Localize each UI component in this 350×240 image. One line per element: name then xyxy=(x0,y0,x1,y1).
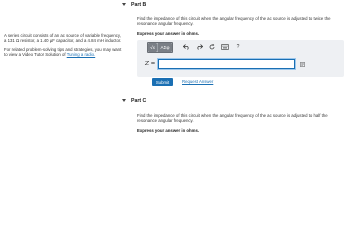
related-note xyxy=(4,47,124,57)
part-b-title: Part B xyxy=(131,1,147,8)
help-label: ? xyxy=(236,44,240,50)
submit-button[interactable] xyxy=(152,78,173,86)
undo-icon[interactable] xyxy=(181,43,191,52)
greek-label: ΑΣφ xyxy=(160,44,170,50)
problem-description xyxy=(4,33,124,61)
part-c-prompt: Find the impedance of this circuit when the angular frequency of the ac source is adjusted to half the resonance angular frequency. xyxy=(137,113,328,124)
part-c-title: Part C xyxy=(131,97,147,104)
part-c-instruction: Express your answer in ohms. xyxy=(137,128,200,133)
answer-area xyxy=(137,40,344,77)
answer-input-row xyxy=(145,59,305,69)
chevron-down-icon xyxy=(122,3,126,6)
template-button[interactable] xyxy=(148,43,157,52)
math-toolbar xyxy=(147,42,246,52)
part-b-header[interactable] xyxy=(122,1,146,8)
video-tutor-link[interactable]: Tuning a radio. xyxy=(66,52,96,58)
greek-symbols-button[interactable] xyxy=(157,43,172,52)
problem-text: A series circuit consists of an ac source of variable frequency, a 131 Ω resistor, a 1.40 μF capacitor, and a 4.84 mH inductor. xyxy=(4,33,122,44)
related-text: For related problem-solving tips and strategies, you may want to view a Video Tutor Solution of xyxy=(4,47,122,58)
part-b-prompt: Find the impedance of this circuit when the angular frequency of the ac source is adjusted to twice the resonance angular frequency. xyxy=(137,16,331,27)
answer-input[interactable] xyxy=(158,59,295,69)
help-icon[interactable] xyxy=(233,43,243,52)
answer-variable-label: Z = xyxy=(145,61,156,67)
keyboard-icon[interactable] xyxy=(220,43,230,52)
part-c-header[interactable] xyxy=(122,97,146,104)
redo-icon[interactable] xyxy=(194,43,204,52)
submit-label: Submit xyxy=(155,79,170,85)
template-group xyxy=(147,42,173,53)
part-b-instruction: Express your answer in ohms. xyxy=(137,31,200,36)
chevron-down-icon xyxy=(122,99,126,102)
units-icon[interactable] xyxy=(300,62,305,67)
template-label: √x xyxy=(150,44,155,50)
reset-icon[interactable] xyxy=(207,43,217,52)
request-answer-link[interactable]: Request Answer xyxy=(182,79,214,84)
